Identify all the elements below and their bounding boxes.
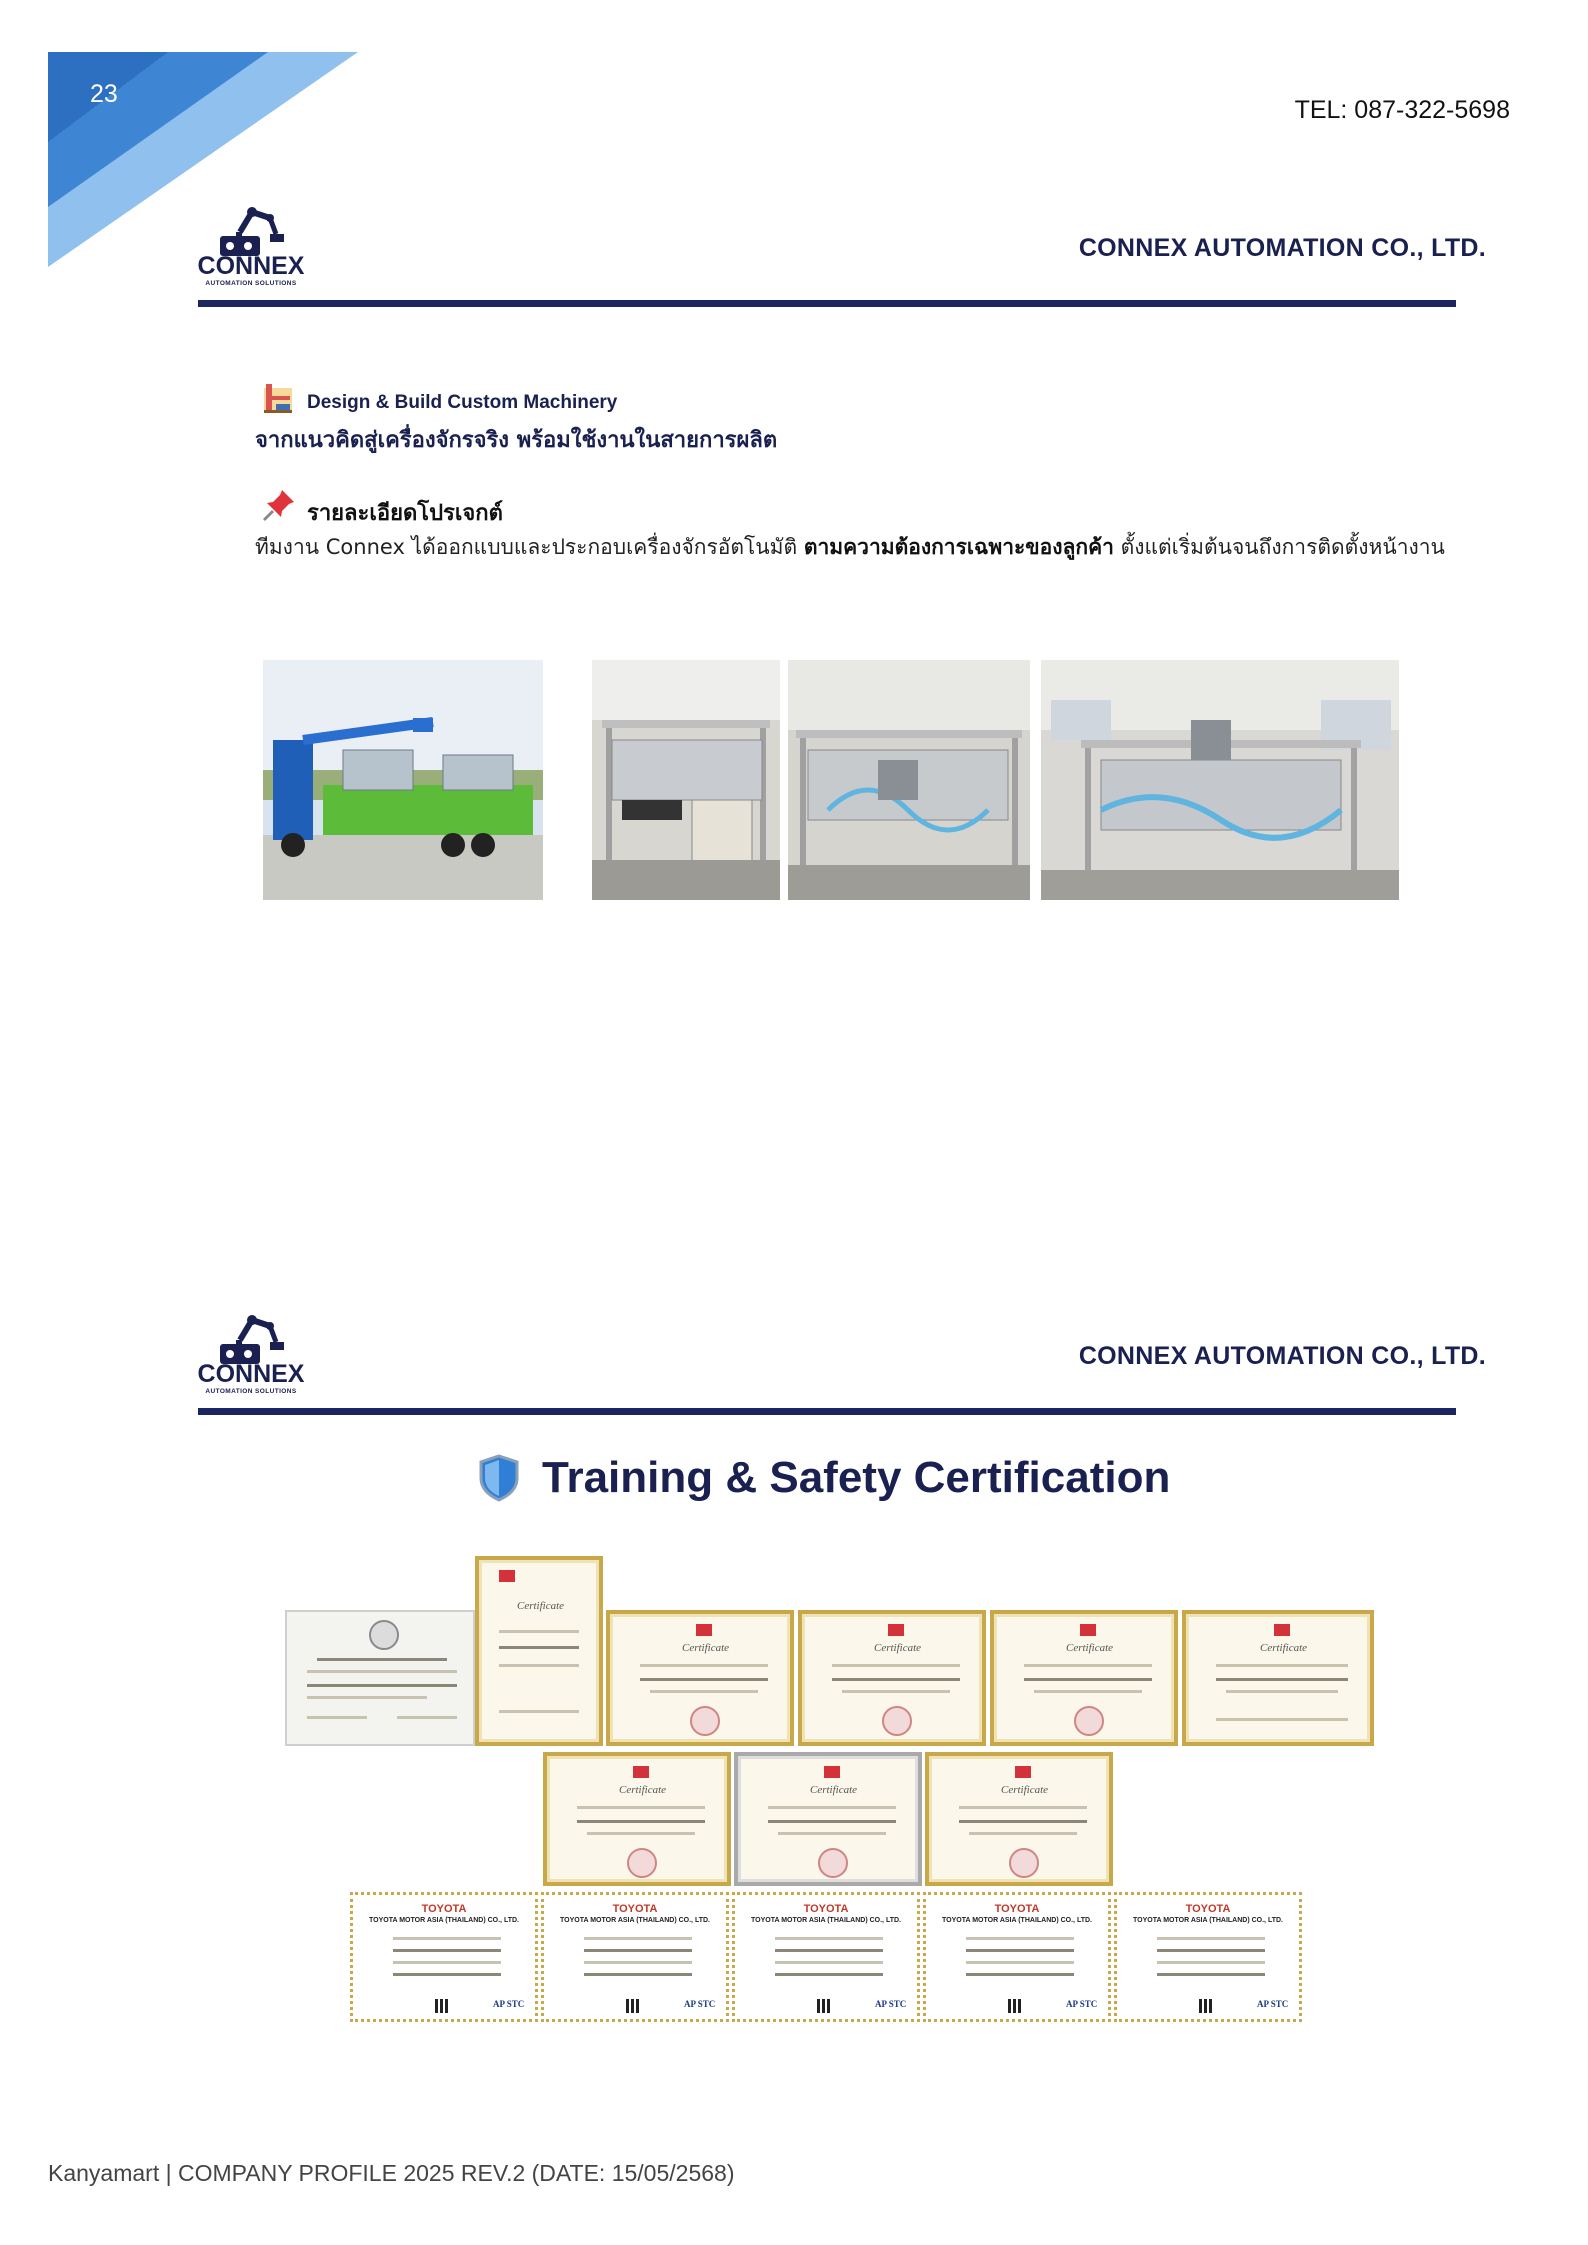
logo-word: CONNEX: [197, 252, 305, 280]
certificate-mitsubishi: Certificate: [1182, 1610, 1374, 1746]
truck-crane-photo: [263, 660, 543, 900]
certificate-toyota: TOYOTA TOYOTA MOTOR ASIA (THAILAND) CO., LTD. AP STC: [732, 1892, 920, 2022]
training-title: Training & Safety Certification: [542, 1453, 1171, 1502]
detail-text-part2: ตั้งแต่เริ่มต้นจนถึงการติดตั้งหน้างาน: [1113, 535, 1445, 559]
factory-icon: [262, 382, 294, 414]
certificate-toyota: TOYOTA TOYOTA MOTOR ASIA (THAILAND) CO., LTD. AP STC: [1114, 1892, 1302, 2022]
certificate-mitsubishi: Certificate: [543, 1752, 731, 1886]
connex-logo: [196, 1310, 306, 1400]
header-rule: [198, 300, 1456, 307]
project-detail-text: [255, 528, 1475, 566]
robot-arm-icon: [196, 202, 306, 257]
header-rule: [198, 1408, 1456, 1415]
pushpin-icon: [262, 488, 296, 522]
workstation-photo-3: [1041, 660, 1399, 900]
robot-arm-icon: [196, 1310, 306, 1365]
certificate-toyota: TOYOTA TOYOTA MOTOR ASIA (THAILAND) CO., LTD. AP STC: [541, 1892, 729, 2022]
telephone: TEL: 087-322-5698: [1294, 96, 1510, 124]
certificate-mitsubishi: Certificate: [925, 1752, 1113, 1886]
logo-subtitle: AUTOMATION SOLUTIONS: [205, 280, 297, 287]
connex-logo: [196, 202, 306, 292]
page-footer: Kanyamart | COMPANY PROFILE 2025 REV.2 (DATE: 15/05/2568): [48, 2160, 735, 2186]
certificate-thai-government: [285, 1610, 475, 1746]
certificate-toyota: TOYOTA TOYOTA MOTOR ASIA (THAILAND) CO., LTD. AP STC: [923, 1892, 1111, 2022]
detail-text-bold: ตามความต้องการเฉพาะของลูกค้า: [803, 535, 1114, 559]
workstation-photo-2: [788, 660, 1030, 900]
section-heading-th: จากแนวคิดสู่เครื่องจักรจริง พร้อมใช้งานในสายการผลิต: [255, 428, 778, 453]
section-heading-en: Design & Build Custom Machinery: [307, 392, 618, 413]
workstation-photo-1: [592, 660, 780, 900]
page-number: 23: [90, 80, 118, 108]
company-name: CONNEX AUTOMATION CO., LTD.: [1078, 1342, 1486, 1370]
logo-subtitle: AUTOMATION SOLUTIONS: [205, 1388, 297, 1395]
certificate-mitsubishi: Certificate: [734, 1752, 922, 1886]
certificate-mitsubishi: Certificate: [798, 1610, 986, 1746]
shield-icon: [478, 1454, 520, 1502]
detail-text-part1: ทีมงาน Connex ได้ออกแบบและประกอบเครื่องจักรอัตโนมัติ: [255, 535, 804, 559]
company-name: CONNEX AUTOMATION CO., LTD.: [1078, 234, 1486, 262]
certificate-mitsubishi: Certificate: [606, 1610, 794, 1746]
project-detail-title: รายละเอียดโปรเจกต์: [307, 501, 503, 526]
certificate-mitsubishi: Certificate: [990, 1610, 1178, 1746]
logo-word: CONNEX: [197, 1360, 305, 1388]
certificate-mitsubishi: Certificate: [475, 1556, 603, 1746]
certificate-toyota: TOYOTA TOYOTA MOTOR ASIA (THAILAND) CO., LTD. AP STC: [350, 1892, 538, 2022]
